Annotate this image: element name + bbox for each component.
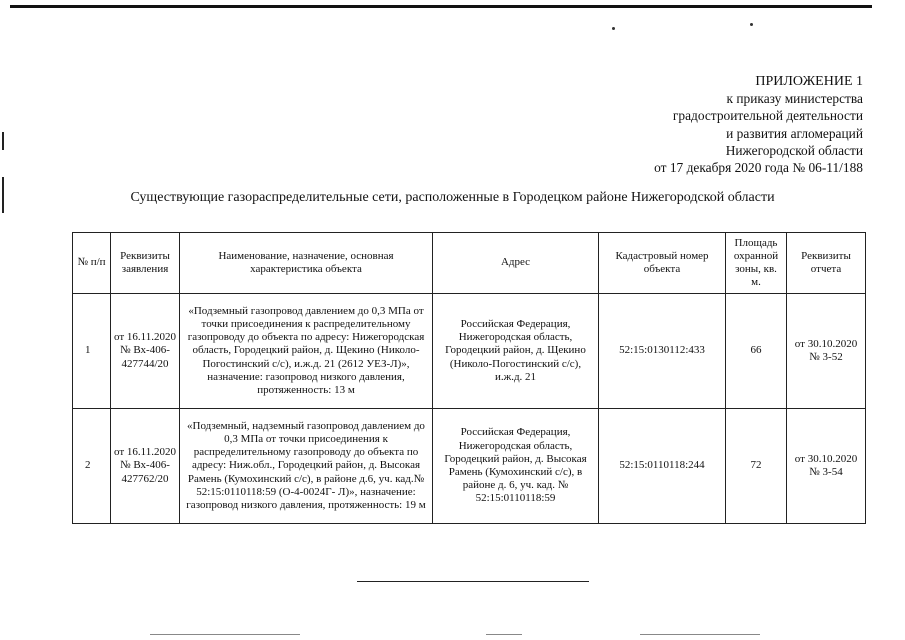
col-header-description: Наименование, назначение, основная характеристика объекта — [180, 233, 433, 294]
col-header-number: № п/п — [73, 233, 111, 294]
col-header-report: Реквизиты отчета — [787, 233, 866, 294]
scan-bottom-edge — [486, 634, 522, 635]
cell-area: 72 — [726, 409, 787, 524]
col-header-cadastral: Кадастровый номер объекта — [599, 233, 726, 294]
table-row — [73, 294, 866, 409]
cell-number: 2 — [73, 409, 111, 524]
col-header-request: Реквизиты заявления — [111, 233, 180, 294]
appendix-block — [654, 73, 863, 176]
gas-networks-table — [72, 232, 866, 524]
top-border-line — [10, 5, 872, 8]
cell-address: Российская Федерация, Нижегородская область, Городецкий район, д. Щекино (Николо-Погостинский с/с), и.ж.д. 21 — [433, 294, 599, 409]
cell-report: от 30.10.2020 № 3-54 — [787, 409, 866, 524]
scan-speck — [750, 23, 753, 26]
col-header-address: Адрес — [433, 233, 599, 294]
cell-request: от 16.11.2020 № Вх-406-427762/20 — [111, 409, 180, 524]
table-row — [73, 409, 866, 524]
cell-description: «Подземный, надземный газопровод давлением до 0,3 МПа от точки присоединения к распределительному газопроводу до объекта по адресу: Ниж.обл., Городецкий район, д. Высокая Рамень (Кумохинский с/с), в районе д.6, уч. кад.№ 52:15:0110118:59 (О-4-0024Г- Л)», назначение: газопровод низкого давления, протяженность: 19 м — [180, 409, 433, 524]
scan-bottom-edge — [640, 634, 760, 635]
closing-line — [357, 581, 589, 582]
cell-cadastral: 52:15:0130112:433 — [599, 294, 726, 409]
scan-margin-mark — [2, 132, 4, 150]
cell-address: Российская Федерация, Нижегородская область, Городецкий район, д. Высокая Рамень (Кумохинский с/с), в районе д. 6, уч. кад. № 52:15:0110118:59 — [433, 409, 599, 524]
document-title: Существующие газораспределительные сети, расположенные в Городецком районе Нижегородской области — [130, 190, 775, 205]
appendix-line: градостроительной деятельности — [672, 108, 863, 124]
scan-speck — [612, 27, 615, 30]
table-header-row — [73, 233, 866, 294]
appendix-order-date: от 17 декабря 2020 года № 06-11/188 — [654, 160, 863, 176]
cell-request: от 16.11.2020 № Вх-406-427744/20 — [111, 294, 180, 409]
scan-bottom-edge — [150, 634, 300, 635]
appendix-line: к приказу министерства — [726, 91, 863, 107]
cell-cadastral: 52:15:0110118:244 — [599, 409, 726, 524]
appendix-heading: ПРИЛОЖЕНИЕ 1 — [755, 74, 863, 89]
appendix-line: Нижегородской области — [725, 142, 863, 158]
appendix-line: и развития агломераций — [726, 125, 863, 141]
col-header-area: Площадь охранной зоны, кв. м. — [726, 233, 787, 294]
cell-report: от 30.10.2020 № 3-52 — [787, 294, 866, 409]
cell-area: 66 — [726, 294, 787, 409]
cell-description: «Подземный газопровод давлением до 0,3 МПа от точки присоединения к распределительному газопроводу до объекта по адресу: Нижегородская область, Городецкий район, д. Щекино (Николо-Погостинский с/с), и.ж.д. 21 (2612 УЕЗ-Л)», назначение: газопровод низкого давления, протяженность: 13 м — [180, 294, 433, 409]
cell-number: 1 — [73, 294, 111, 409]
